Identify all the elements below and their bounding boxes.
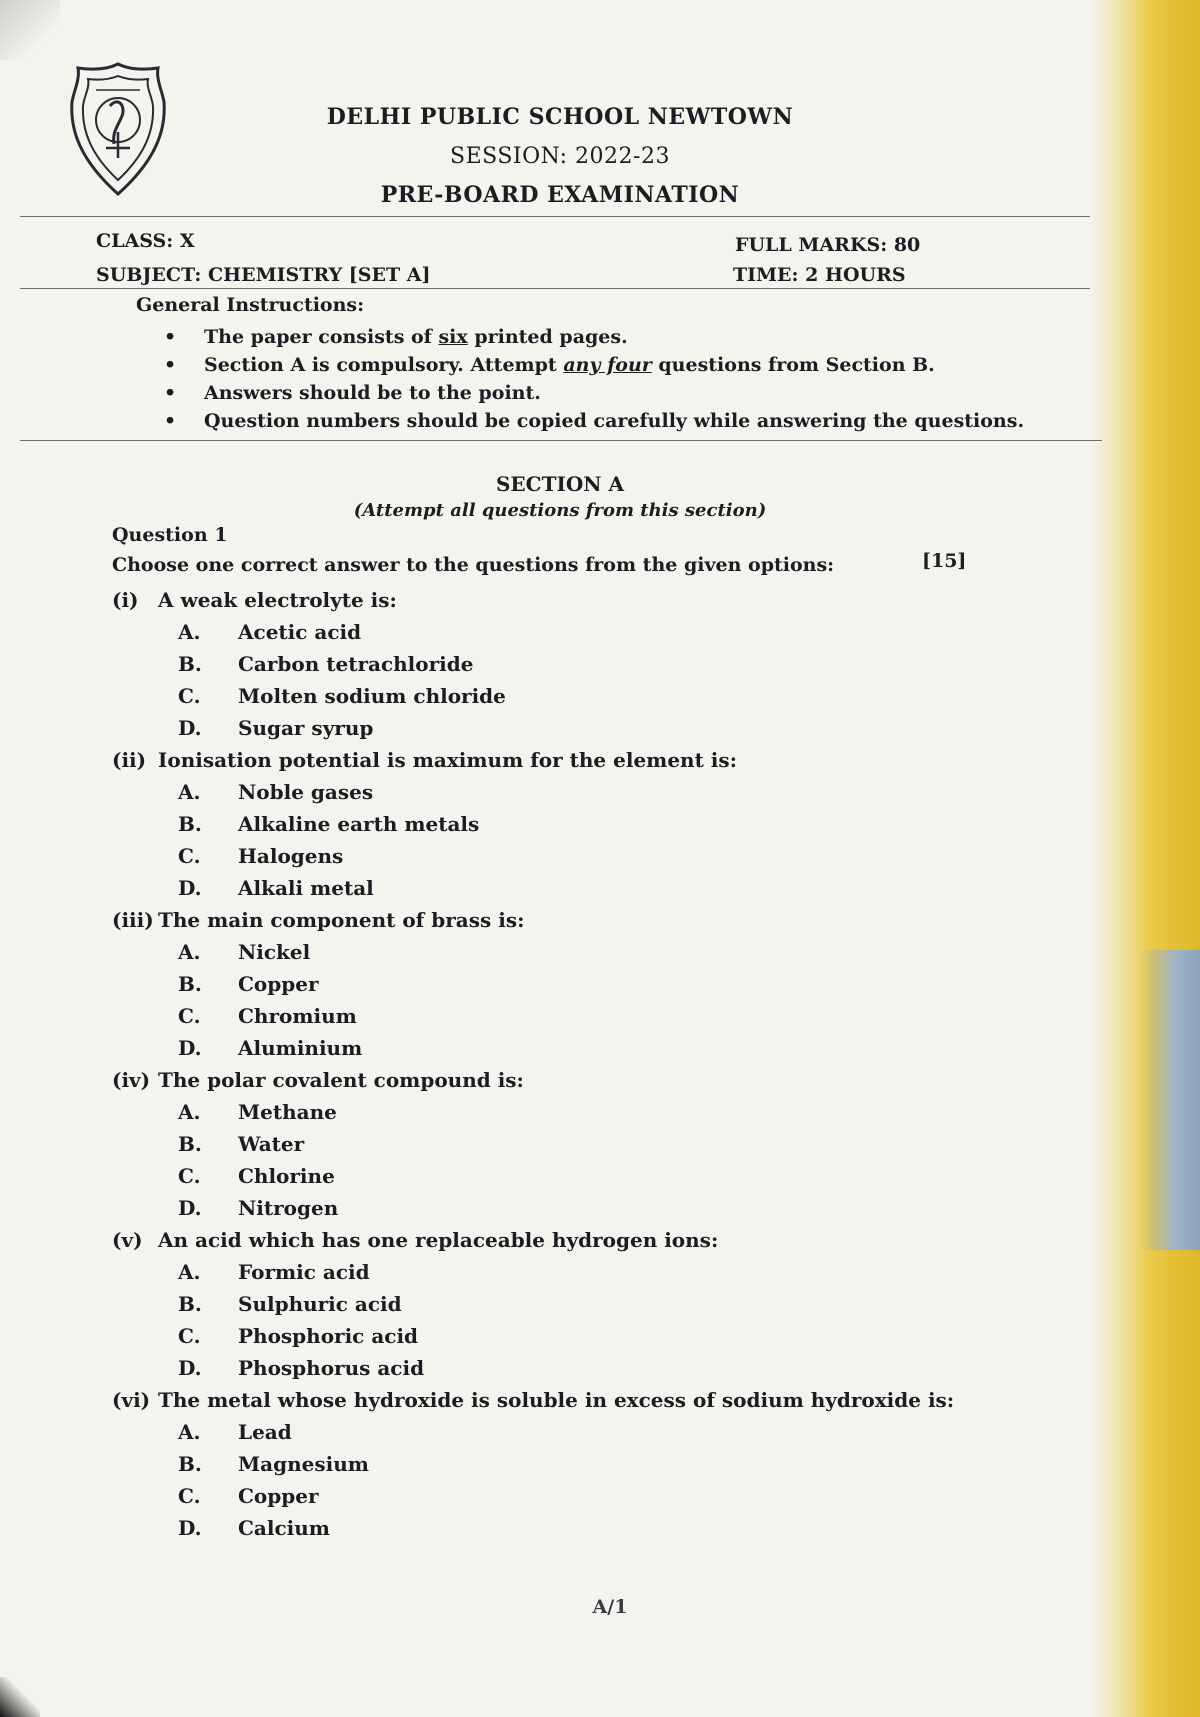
full-marks: FULL MARKS: 80 — [735, 234, 921, 256]
option-letter: D. — [178, 716, 202, 740]
session: SESSION: 2022-23 — [450, 144, 670, 169]
instructions-title: General Instructions: — [136, 294, 365, 316]
instruction-item: • Answers should be to the point. — [160, 382, 1024, 410]
question-number: (iii) — [112, 908, 154, 932]
option-text: Phosphorus acid — [238, 1356, 425, 1380]
instructions-list — [160, 326, 1024, 438]
option-text: Chromium — [238, 1004, 357, 1028]
option-text: Noble gases — [238, 780, 374, 804]
question-stem — [112, 1224, 1012, 1256]
option-letter: B. — [178, 1292, 202, 1316]
option-text: Copper — [238, 1484, 319, 1508]
page-number: A/1 — [592, 1596, 628, 1618]
question-prompt: Choose one correct answer to the questions from the given options: — [112, 554, 835, 576]
question-stem — [112, 584, 1012, 616]
option-item — [112, 616, 1012, 648]
option-item — [112, 1128, 1012, 1160]
option-item — [112, 1512, 1012, 1544]
option-item — [112, 1448, 1012, 1480]
option-item — [112, 1352, 1012, 1384]
option-list — [112, 1256, 1012, 1384]
option-text: Alkaline earth metals — [238, 812, 480, 836]
option-letter: C. — [178, 1324, 201, 1348]
option-letter: C. — [178, 1004, 201, 1028]
option-list — [112, 936, 1012, 1064]
question-stem — [112, 1384, 1012, 1416]
option-item — [112, 1320, 1012, 1352]
option-text: Magnesium — [238, 1452, 369, 1476]
option-item — [112, 712, 1012, 744]
option-letter: C. — [178, 844, 201, 868]
question-item — [112, 904, 1012, 1064]
option-text: Aluminium — [238, 1036, 363, 1060]
exam-title: PRE-BOARD EXAMINATION — [380, 182, 740, 208]
option-letter: D. — [178, 1356, 202, 1380]
option-text: Sulphuric acid — [238, 1292, 402, 1316]
question-stem — [112, 1064, 1012, 1096]
section-title: SECTION A — [495, 472, 625, 496]
question-text: An acid which has one replaceable hydrogen ions: — [158, 1228, 719, 1252]
question-text: A weak electrolyte is: — [158, 588, 397, 612]
option-text: Molten sodium chloride — [238, 684, 506, 708]
option-text: Alkali metal — [238, 876, 374, 900]
option-text: Calcium — [238, 1516, 330, 1540]
page-edge-shadow — [1090, 0, 1200, 1717]
option-letter: B. — [178, 652, 202, 676]
option-letter: B. — [178, 1452, 202, 1476]
question-number: (i) — [112, 588, 139, 612]
instruction-item: • The paper consists of six printed pages. — [160, 326, 1024, 354]
option-letter: D. — [178, 1516, 202, 1540]
question-number: (iv) — [112, 1068, 151, 1092]
option-letter: C. — [178, 1484, 201, 1508]
school-name: DELHI PUBLIC SCHOOL NEWTOWN — [326, 104, 794, 130]
option-list — [112, 1416, 1012, 1544]
option-text: Nitrogen — [238, 1196, 339, 1220]
corner-shadow — [0, 0, 60, 60]
option-text: Water — [238, 1132, 305, 1156]
option-item — [112, 648, 1012, 680]
background-object — [1140, 950, 1200, 1250]
option-item — [112, 968, 1012, 1000]
marks-badge: [15] — [922, 550, 967, 572]
question-text: The metal whose hydroxide is soluble in excess of sodium hydroxide is: — [158, 1388, 955, 1412]
option-letter: A. — [178, 780, 201, 804]
option-text: Sugar syrup — [238, 716, 374, 740]
question-text: The main component of brass is: — [158, 908, 525, 932]
divider — [20, 216, 1090, 217]
question-number: (vi) — [112, 1388, 151, 1412]
option-list — [112, 1096, 1012, 1224]
option-item — [112, 1416, 1012, 1448]
corner-shadow — [0, 1677, 40, 1717]
option-item — [112, 1256, 1012, 1288]
question-item — [112, 744, 1012, 904]
option-list — [112, 616, 1012, 744]
option-item — [112, 872, 1012, 904]
section-subtitle: (Attempt all questions from this section) — [353, 500, 767, 521]
option-text: Nickel — [238, 940, 311, 964]
option-letter: C. — [178, 684, 201, 708]
option-item — [112, 1000, 1012, 1032]
option-letter: B. — [178, 812, 202, 836]
question-stem — [112, 744, 1012, 776]
option-letter: A. — [178, 1100, 201, 1124]
option-letter: A. — [178, 940, 201, 964]
option-letter: D. — [178, 1196, 202, 1220]
subject-label: SUBJECT: CHEMISTRY [SET A] — [96, 264, 431, 286]
option-item — [112, 1288, 1012, 1320]
school-crest-logo — [66, 60, 170, 200]
option-item — [112, 936, 1012, 968]
question-item — [112, 1224, 1012, 1384]
option-item — [112, 1032, 1012, 1064]
option-letter: B. — [178, 972, 202, 996]
option-text: Methane — [238, 1100, 337, 1124]
option-letter: A. — [178, 1260, 201, 1284]
divider — [20, 288, 1090, 289]
option-letter: C. — [178, 1164, 201, 1188]
question-list — [112, 584, 1012, 1544]
question-number: (v) — [112, 1228, 143, 1252]
option-letter: D. — [178, 876, 202, 900]
class-label: CLASS: X — [96, 230, 195, 252]
option-text: Carbon tetrachloride — [238, 652, 474, 676]
time-allowed: TIME: 2 HOURS — [733, 264, 906, 286]
option-list — [112, 776, 1012, 904]
question-number: (ii) — [112, 748, 147, 772]
option-text: Chlorine — [238, 1164, 335, 1188]
option-item — [112, 1160, 1012, 1192]
option-item — [112, 1096, 1012, 1128]
option-letter: A. — [178, 620, 201, 644]
option-item — [112, 1480, 1012, 1512]
question-text: Ionisation potential is maximum for the element is: — [158, 748, 738, 772]
option-text: Phosphoric acid — [238, 1324, 419, 1348]
question-text: The polar covalent compound is: — [158, 1068, 524, 1092]
question-item — [112, 584, 1012, 744]
option-item — [112, 776, 1012, 808]
option-letter: D. — [178, 1036, 202, 1060]
option-text: Lead — [238, 1420, 292, 1444]
option-item — [112, 840, 1012, 872]
option-letter: B. — [178, 1132, 202, 1156]
question-item — [112, 1064, 1012, 1224]
question-stem — [112, 904, 1012, 936]
option-letter: A. — [178, 1420, 201, 1444]
option-text: Acetic acid — [238, 620, 362, 644]
option-text: Copper — [238, 972, 319, 996]
option-item — [112, 680, 1012, 712]
option-item — [112, 1192, 1012, 1224]
option-item — [112, 808, 1012, 840]
option-text: Halogens — [238, 844, 344, 868]
instruction-item: • Section A is compulsory. Attempt any four questions from Section B. — [160, 354, 1024, 382]
instruction-item: • Question numbers should be copied carefully while answering the questions. — [160, 410, 1024, 438]
option-text: Formic acid — [238, 1260, 370, 1284]
question-label: Question 1 — [112, 524, 228, 546]
divider — [20, 440, 1102, 441]
question-item — [112, 1384, 1012, 1544]
